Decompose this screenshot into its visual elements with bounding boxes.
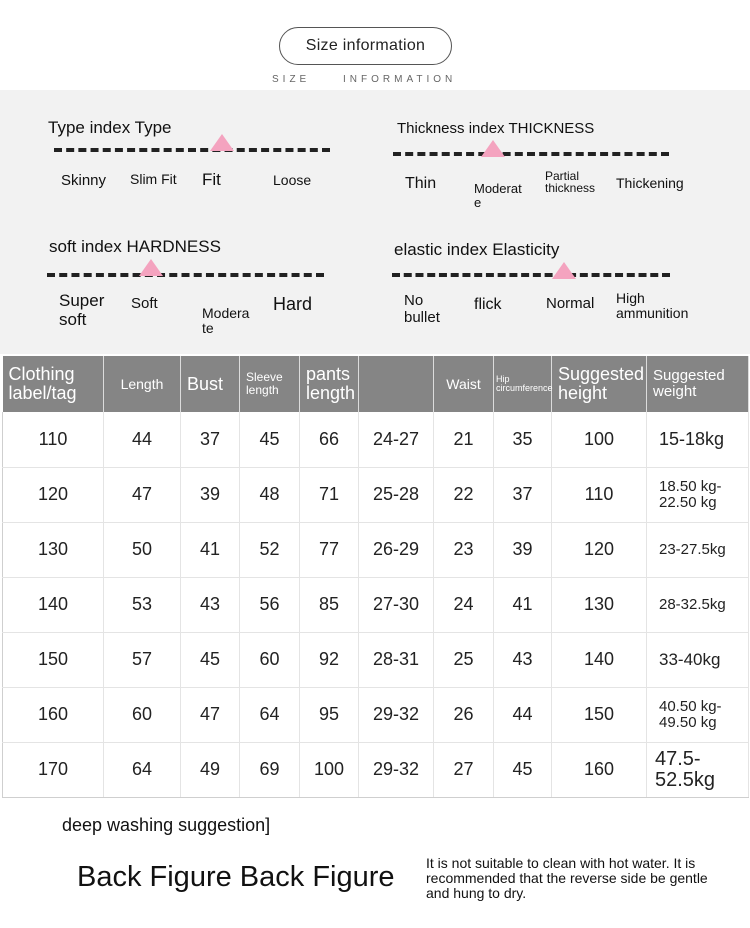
cell-range: 28-31 — [359, 632, 434, 687]
cell-range: 26-29 — [359, 522, 434, 577]
cell-weight: 28-32.5kg — [647, 577, 749, 632]
cell-length: 57 — [104, 632, 181, 687]
size-information-title — [279, 27, 452, 65]
header-bust: Bust — [181, 356, 240, 412]
cell-length: 50 — [104, 522, 181, 577]
table-row — [3, 632, 749, 687]
cell-label: 170 — [3, 742, 104, 797]
cell-pants: 92 — [300, 632, 359, 687]
elasticity-option-flick: flick — [474, 296, 502, 313]
header-suggested-height: Suggested height — [552, 356, 647, 412]
thickness-index-marker-icon — [481, 140, 505, 157]
header-waist: Waist — [434, 356, 494, 412]
cell-waist: 27 — [434, 742, 494, 797]
back-figure-label: Back Figure Back Figure — [77, 861, 395, 893]
cell-label: 160 — [3, 687, 104, 742]
cell-weight: 23-27.5kg — [647, 522, 749, 577]
elasticity-index-scale — [392, 273, 670, 277]
cell-label: 140 — [3, 577, 104, 632]
cell-length: 53 — [104, 577, 181, 632]
thickness-option-thin: Thin — [405, 175, 437, 192]
fabric-index-panel — [0, 90, 750, 354]
type-index — [48, 118, 338, 198]
cell-hip: 37 — [494, 467, 552, 522]
cell-bust: 47 — [181, 687, 240, 742]
cell-length: 64 — [104, 742, 181, 797]
cell-label: 110 — [3, 412, 104, 467]
type-option-loose: Loose — [273, 172, 312, 188]
table-row — [3, 467, 749, 522]
title-text: Size information — [305, 37, 426, 54]
type-option-fit: Fit — [202, 170, 221, 189]
cell-bust: 45 — [181, 632, 240, 687]
cell-length: 47 — [104, 467, 181, 522]
table-row — [3, 687, 749, 742]
cell-bust: 43 — [181, 577, 240, 632]
thickness-index-label: Thickness index THICKNESS — [397, 120, 595, 137]
cell-sleeve: 69 — [240, 742, 300, 797]
elasticity-index-label: elastic index Elasticity — [394, 240, 560, 259]
cell-pants: 77 — [300, 522, 359, 577]
cell-waist: 23 — [434, 522, 494, 577]
cell-waist: 26 — [434, 687, 494, 742]
cell-bust: 41 — [181, 522, 240, 577]
size-table — [2, 356, 748, 798]
washing-suggestion-title: deep washing suggestion] — [62, 815, 271, 835]
cell-waist: 21 — [434, 412, 494, 467]
thickness-option-moderate: Moderat e — [474, 181, 522, 210]
cell-bust: 39 — [181, 467, 240, 522]
cell-label: 130 — [3, 522, 104, 577]
cell-hip: 39 — [494, 522, 552, 577]
cell-height: 100 — [552, 412, 647, 467]
thickness-option-thickening: Thickening — [616, 175, 684, 191]
type-index-marker-icon — [210, 134, 234, 151]
washing-note: It is not suitable to clean with hot water. It is recommended that the reverse side be gentle and hung to dry. — [426, 855, 708, 901]
header-sleeve-length: Sleeve length — [240, 356, 300, 412]
cell-hip: 43 — [494, 632, 552, 687]
type-option-skinny: Skinny — [61, 172, 107, 189]
cell-pants: 71 — [300, 467, 359, 522]
header-blank — [359, 356, 434, 412]
cell-label: 120 — [3, 467, 104, 522]
size-information-subtitle: SIZE INFORMATION — [272, 74, 457, 85]
cell-height: 150 — [552, 687, 647, 742]
cell-weight: 40.50 kg-49.50 kg — [647, 687, 749, 742]
hardness-option-hard: Hard — [273, 294, 313, 314]
cell-pants: 95 — [300, 687, 359, 742]
type-index-scale — [54, 148, 330, 152]
header-length: Length — [104, 356, 181, 412]
cell-weight: 15-18kg — [647, 412, 749, 467]
size-table-header-row — [3, 356, 749, 412]
hardness-option-moderate: Modera te — [202, 305, 250, 337]
cell-range: 29-32 — [359, 742, 434, 797]
elasticity-option-high: High ammunition — [616, 290, 689, 322]
cell-sleeve: 45 — [240, 412, 300, 467]
cell-hip: 35 — [494, 412, 552, 467]
cell-sleeve: 56 — [240, 577, 300, 632]
elasticity-option-no-bullet: No bullet — [404, 292, 440, 326]
elasticity-index-marker-icon — [552, 262, 576, 279]
cell-range: 25-28 — [359, 467, 434, 522]
cell-waist: 24 — [434, 577, 494, 632]
hardness-index-marker-icon — [139, 259, 163, 276]
elasticity-option-normal: Normal — [546, 295, 595, 312]
cell-bust: 49 — [181, 742, 240, 797]
cell-height: 110 — [552, 467, 647, 522]
cell-length: 44 — [104, 412, 181, 467]
cell-pants: 100 — [300, 742, 359, 797]
type-option-slim-fit: Slim Fit — [130, 171, 177, 187]
thickness-index-scale — [393, 152, 669, 156]
cell-pants: 66 — [300, 412, 359, 467]
cell-sleeve: 52 — [240, 522, 300, 577]
cell-weight: 47.5-52.5kg — [647, 742, 749, 797]
cell-range: 29-32 — [359, 687, 434, 742]
thickness-index — [397, 120, 697, 210]
cell-waist: 22 — [434, 467, 494, 522]
header-clothing-label: Clothing label/tag — [3, 356, 104, 412]
hardness-index — [49, 237, 339, 337]
cell-range: 24-27 — [359, 412, 434, 467]
hardness-index-scale — [47, 273, 324, 277]
cell-pants: 85 — [300, 577, 359, 632]
hardness-index-label: soft index HARDNESS — [49, 237, 221, 256]
header-pants-length: pants length — [300, 356, 359, 412]
cell-hip: 45 — [494, 742, 552, 797]
cell-label: 150 — [3, 632, 104, 687]
cell-height: 140 — [552, 632, 647, 687]
table-row — [3, 522, 749, 577]
hardness-option-super-soft: Super soft — [59, 291, 105, 329]
cell-range: 27-30 — [359, 577, 434, 632]
cell-sleeve: 64 — [240, 687, 300, 742]
thickness-option-partial: Partial thickness — [545, 169, 596, 195]
table-row — [3, 577, 749, 632]
table-row — [3, 742, 749, 797]
cell-hip: 41 — [494, 577, 552, 632]
header-hip-circumference: Hip circumference — [494, 356, 552, 412]
cell-hip: 44 — [494, 687, 552, 742]
header-suggested-weight: Suggested weight — [647, 356, 749, 412]
type-index-label: Type index Type — [48, 118, 172, 137]
cell-height: 160 — [552, 742, 647, 797]
cell-sleeve: 48 — [240, 467, 300, 522]
cell-sleeve: 60 — [240, 632, 300, 687]
hardness-option-soft: Soft — [131, 295, 158, 312]
cell-weight: 18.50 kg-22.50 kg — [647, 467, 749, 522]
cell-weight: 33-40kg — [647, 632, 749, 687]
elasticity-index — [394, 240, 714, 340]
table-row — [3, 412, 749, 467]
cell-height: 130 — [552, 577, 647, 632]
cell-bust: 37 — [181, 412, 240, 467]
cell-height: 120 — [552, 522, 647, 577]
cell-waist: 25 — [434, 632, 494, 687]
cell-length: 60 — [104, 687, 181, 742]
